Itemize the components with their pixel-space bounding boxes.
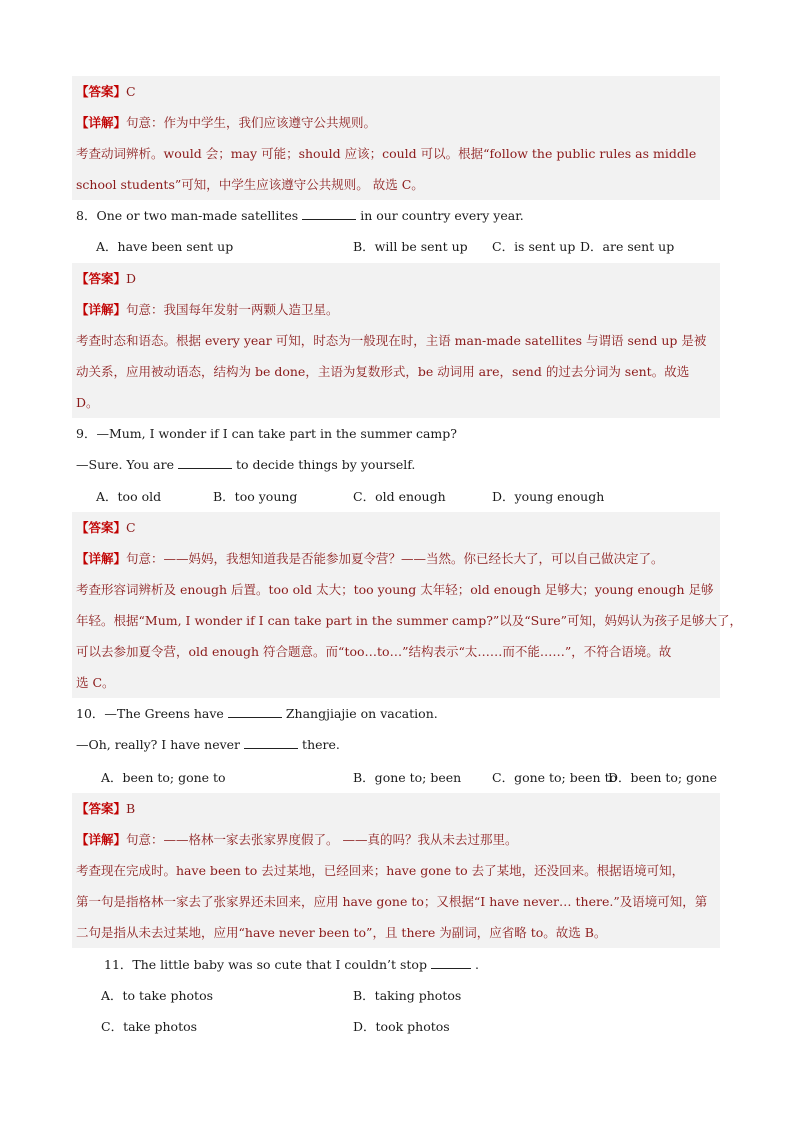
answer-value: C (126, 520, 136, 535)
option-c: C．take photos (101, 1019, 198, 1034)
answer-blank (302, 208, 356, 220)
question-stem-q8 (76, 200, 524, 231)
question-stem-q9: 9．—Mum, I wonder if I can take part in the summer camp? (76, 426, 457, 441)
detail-line: school students”可知，中学生应该遵守公共规则。 故选 C。 (76, 177, 424, 192)
option-a: A．been to; gone to (101, 770, 226, 785)
option-d: D．young enough (492, 489, 605, 504)
option-a: A．to take photos (101, 988, 214, 1003)
answer-value: D (126, 271, 137, 286)
option-d: D．took photos (353, 1019, 450, 1034)
detail-tag: 【详解】 (76, 115, 127, 130)
stem-text: Zhangjiajie on vacation. (285, 706, 438, 721)
detail-line: 年轻。根据“Mum, I wonder if I can take part in the summer camp?”以及“Sure”可知，妈妈认为孩子足够大了， (76, 613, 743, 628)
detail-line (76, 294, 339, 325)
detail-text: 句意：我国每年发射一两颗人造卫星。 (126, 302, 339, 317)
answer-tag: 【答案】 (76, 271, 127, 286)
detail-line: 动关系，应用被动语态，结构为 be done，主语为复数形式，be 动词用 are，send 的过去分词为 sent。故选 (76, 364, 690, 379)
question-stem-q11 (104, 949, 479, 980)
detail-line: 考查动词辨析。would 会；may 可能；should 应该；could 可以。根据“follow the public rules as middle (76, 146, 697, 161)
detail-line: 考查形容词辨析及 enough 后置。too old 太大；too young 太年轻；old enough 足够大；young enough 足够 (76, 582, 714, 597)
detail-line: 第一句是指格林一家去了张家界还未回来，应用 have gone to；又根据“I have never… there.”及语境可知，第 (76, 894, 708, 909)
stem-text: there. (302, 737, 340, 752)
answer-tag: 【答案】 (76, 801, 127, 816)
detail-tag: 【详解】 (76, 832, 127, 847)
detail-line: 选 C。 (76, 675, 115, 690)
stem-text: 10．—The Greens have (76, 706, 224, 721)
answer-value: B (126, 801, 136, 816)
option-b: B．too young (213, 489, 298, 504)
answer-line-q8 (76, 263, 136, 294)
detail-text: 句意：——格林一家去张家界度假了。 ——真的吗？我从未去过那里。 (126, 832, 518, 847)
stem-text: —Oh, really? I have never (76, 737, 241, 752)
detail-line: D。 (76, 395, 99, 410)
answer-blank (244, 737, 298, 749)
answer-line-q9 (76, 512, 136, 543)
stem-text: 11．The little baby was so cute that I couldn’t stop (104, 957, 427, 972)
answer-line-q7 (76, 76, 136, 107)
option-b: B．gone to; been (353, 770, 462, 785)
detail-line: 二句是指从未去过某地，应用“have never been to”，且 there 为副词，应省略 to。故选 B。 (76, 925, 607, 940)
stem-text: to decide things by yourself. (235, 457, 416, 472)
answer-blank (431, 957, 471, 969)
stem-text: . (474, 957, 479, 972)
stem-text: in our country every year. (360, 208, 524, 223)
answer-line-q10 (76, 793, 135, 824)
detail-line: 可以去参加夏令营，old enough 符合题意。而“too…to…”结构表示“太……而不能……”，不符合语境。故 (76, 644, 672, 659)
option-a: A．too old (96, 489, 162, 504)
option-c: C．is sent up (492, 239, 576, 254)
answer-tag: 【答案】 (76, 520, 127, 535)
detail-line (76, 824, 518, 855)
answer-blank (228, 706, 282, 718)
answer-tag: 【答案】 (76, 84, 127, 99)
option-c: C．old enough (353, 489, 446, 504)
stem-text: —Sure. You are (76, 457, 174, 472)
option-c: C．gone to; been to (492, 770, 618, 785)
stem-text: 8．One or two man-made satellites (76, 208, 299, 223)
detail-line (76, 107, 376, 138)
answer-value: C (126, 84, 136, 99)
option-b: B．will be sent up (353, 239, 468, 254)
question-stem-q9-line2 (76, 449, 415, 480)
detail-text: 句意：作为中学生，我们应该遵守公共规则。 (126, 115, 377, 130)
detail-text: 句意：——妈妈，我想知道我是否能参加夏令营？——当然。你已经长大了，可以自己做决定了。 (126, 551, 664, 566)
detail-line: 考查时态和语态。根据 every year 可知，时态为一般现在时，主语 man-made satellites 与谓语 send up 是被 (76, 333, 707, 348)
option-d: D．been to; gone (608, 770, 718, 785)
detail-line (76, 543, 664, 574)
option-b: B．taking photos (353, 988, 462, 1003)
detail-line: 考查现在完成时。have been to 去过某地，已经回来；have gone to 去了某地，还没回来。根据语境可知， (76, 863, 685, 878)
option-d: D．are sent up (580, 239, 675, 254)
detail-tag: 【详解】 (76, 551, 127, 566)
question-stem-q10-line2 (76, 729, 340, 760)
answer-blank (178, 457, 232, 469)
option-a: A．have been sent up (96, 239, 234, 254)
question-stem-q10 (76, 698, 438, 729)
detail-tag: 【详解】 (76, 302, 127, 317)
